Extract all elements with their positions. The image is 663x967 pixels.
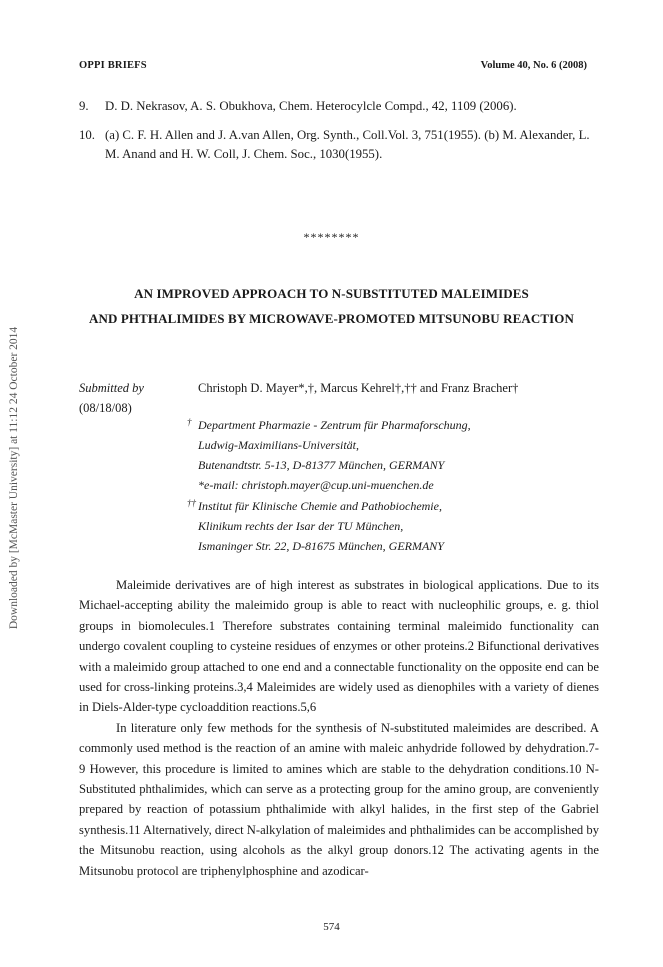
affiliation-marker: † bbox=[187, 417, 192, 427]
reference-item bbox=[79, 97, 599, 116]
affiliation-line: Ismaninger Str. 22, D-81675 München, GERMANY bbox=[198, 539, 444, 553]
section-separator: ******** bbox=[303, 230, 360, 244]
affiliation-line: Ludwig-Maximilians-Universität, bbox=[198, 438, 359, 452]
body-paragraph: Maleimide derivatives are of high interest as substrates in biological applications. Due to its Michael-accepting ability the maleimido group is able to react with nucleophilic groups, e. g. thiol groups in biomolecules.1 Therefore substrates containing terminal maleimido functionality can undergo covalent coupling to cysteine residues of enzymes or other proteins.2 Bifunctional derivatives with a maleimido group attached to one end and a connectable functionality on the opposite end can be used for cross-linking proteins.3,4 Maleimides are widely used as dienophiles with a variety of dienes in Diels-Alder-type cycloaddition reactions.5,6 bbox=[79, 578, 599, 715]
reference-text: D. D. Nekrasov, A. S. Obukhova, Chem. Heterocylcle Compd., 42, 1109 (2006). bbox=[105, 99, 517, 113]
reference-item bbox=[79, 126, 599, 164]
affiliation-line: Department Pharmazie - Zentrum für Pharmaforschung, bbox=[198, 418, 471, 432]
submitted-by-label: Submitted by bbox=[79, 381, 144, 395]
download-watermark bbox=[6, 318, 22, 638]
author-list: Christoph D. Mayer*,†, Marcus Kehrel†,†† and Franz Bracher† bbox=[198, 381, 519, 395]
submission-date: (08/18/08) bbox=[79, 401, 132, 415]
page-number: 574 bbox=[323, 921, 340, 933]
article-body bbox=[79, 575, 599, 881]
reference-number: 9. bbox=[79, 99, 89, 113]
body-paragraph: In literature only few methods for the synthesis of N-substituted maleimides are described. A commonly used method is the reaction of an amine with maleic anhydride followed by dehydration.7-9 However, this procedure is limited to amines which are stable to the dehydration conditions.10 N-Substituted phthalimides, which can serve as a protecting group for the amino group, are conveniently prepared by reaction of potassium phthalimide with alkyl halides, in the first step of the Gabriel synthesis.11 Alternatively, direct N-alkylation of maleimides and phthalimides can be accomplished by the Mitsunobu reaction, using alcohols as the alkyl group donors.12 The activating agents in the Mitsunobu protocol are triphenylphosphine and azodicar- bbox=[79, 720, 599, 878]
download-watermark-text: Downloaded by [McMaster University] at 11:12 24 October 2014 bbox=[8, 326, 20, 630]
affiliation-block bbox=[187, 496, 444, 556]
running-header-volume: Volume 40, No. 6 (2008) bbox=[480, 60, 587, 71]
affiliation-line: Institut für Klinische Chemie and Pathobiochemie, bbox=[198, 499, 442, 513]
affiliation-line: Klinikum rechts der Isar der TU München, bbox=[198, 519, 404, 533]
reference-text: (a) C. F. H. Allen and J. A.van Allen, Org. Synth., Coll.Vol. 3, 751(1955). (b) M. Alexander, L. M. Anand and H. W. Coll, J. Chem. Soc., 1030(1955). bbox=[105, 128, 590, 161]
article-title-line-1: AN IMPROVED APPROACH TO N-SUBSTITUTED MALEIMIDES bbox=[134, 286, 529, 301]
affiliation-marker: †† bbox=[187, 498, 196, 508]
author-email: *e-mail: christoph.mayer@cup.uni-muenchen.de bbox=[198, 478, 434, 492]
affiliation-line: Butenandtstr. 5-13, D-81377 München, GERMANY bbox=[198, 458, 445, 472]
reference-number: 10. bbox=[79, 128, 95, 142]
article-title-line-2: AND PHTHALIMIDES BY MICROWAVE-PROMOTED MITSUNOBU REACTION bbox=[89, 311, 574, 326]
running-header-journal: OPPI BRIEFS bbox=[79, 60, 147, 71]
affiliation-block bbox=[187, 415, 471, 495]
